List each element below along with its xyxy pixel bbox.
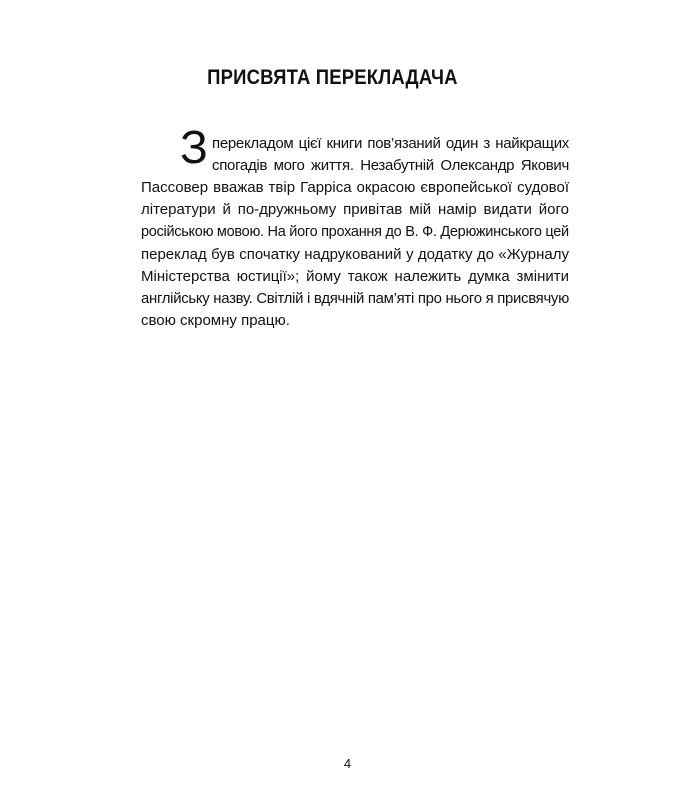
text-line: Міністерства юстиції»; йому також належить думка змінити [141, 268, 569, 285]
text-line: спогадів мого життя. Незабутній Олександр Якович [212, 157, 569, 174]
page-number: 4 [343, 756, 352, 771]
text-line: літератури й по-дружньому привітав мій намір видати його [141, 201, 569, 218]
text-line: перекладом цієї книги пов’язаний один з найкращих [212, 135, 569, 152]
text-line: свою скромну працю. [141, 312, 290, 329]
page-title: ПРИСВЯТА ПЕРЕКЛАДАЧА [207, 66, 458, 89]
drop-cap: З [180, 121, 208, 173]
text-line: переклад був спочатку надрукований у додатку до «Журналу [141, 246, 569, 263]
text-line: російською мовою. На його прохання до В. Ф. Дерюжинського цей [141, 223, 569, 240]
text-line: англійську назву. Світлій і вдячній пам’яті про нього я присвячую [141, 290, 570, 307]
text-line: Пассовер вважав твір Гарріса окрасою європейської судової [141, 179, 569, 196]
